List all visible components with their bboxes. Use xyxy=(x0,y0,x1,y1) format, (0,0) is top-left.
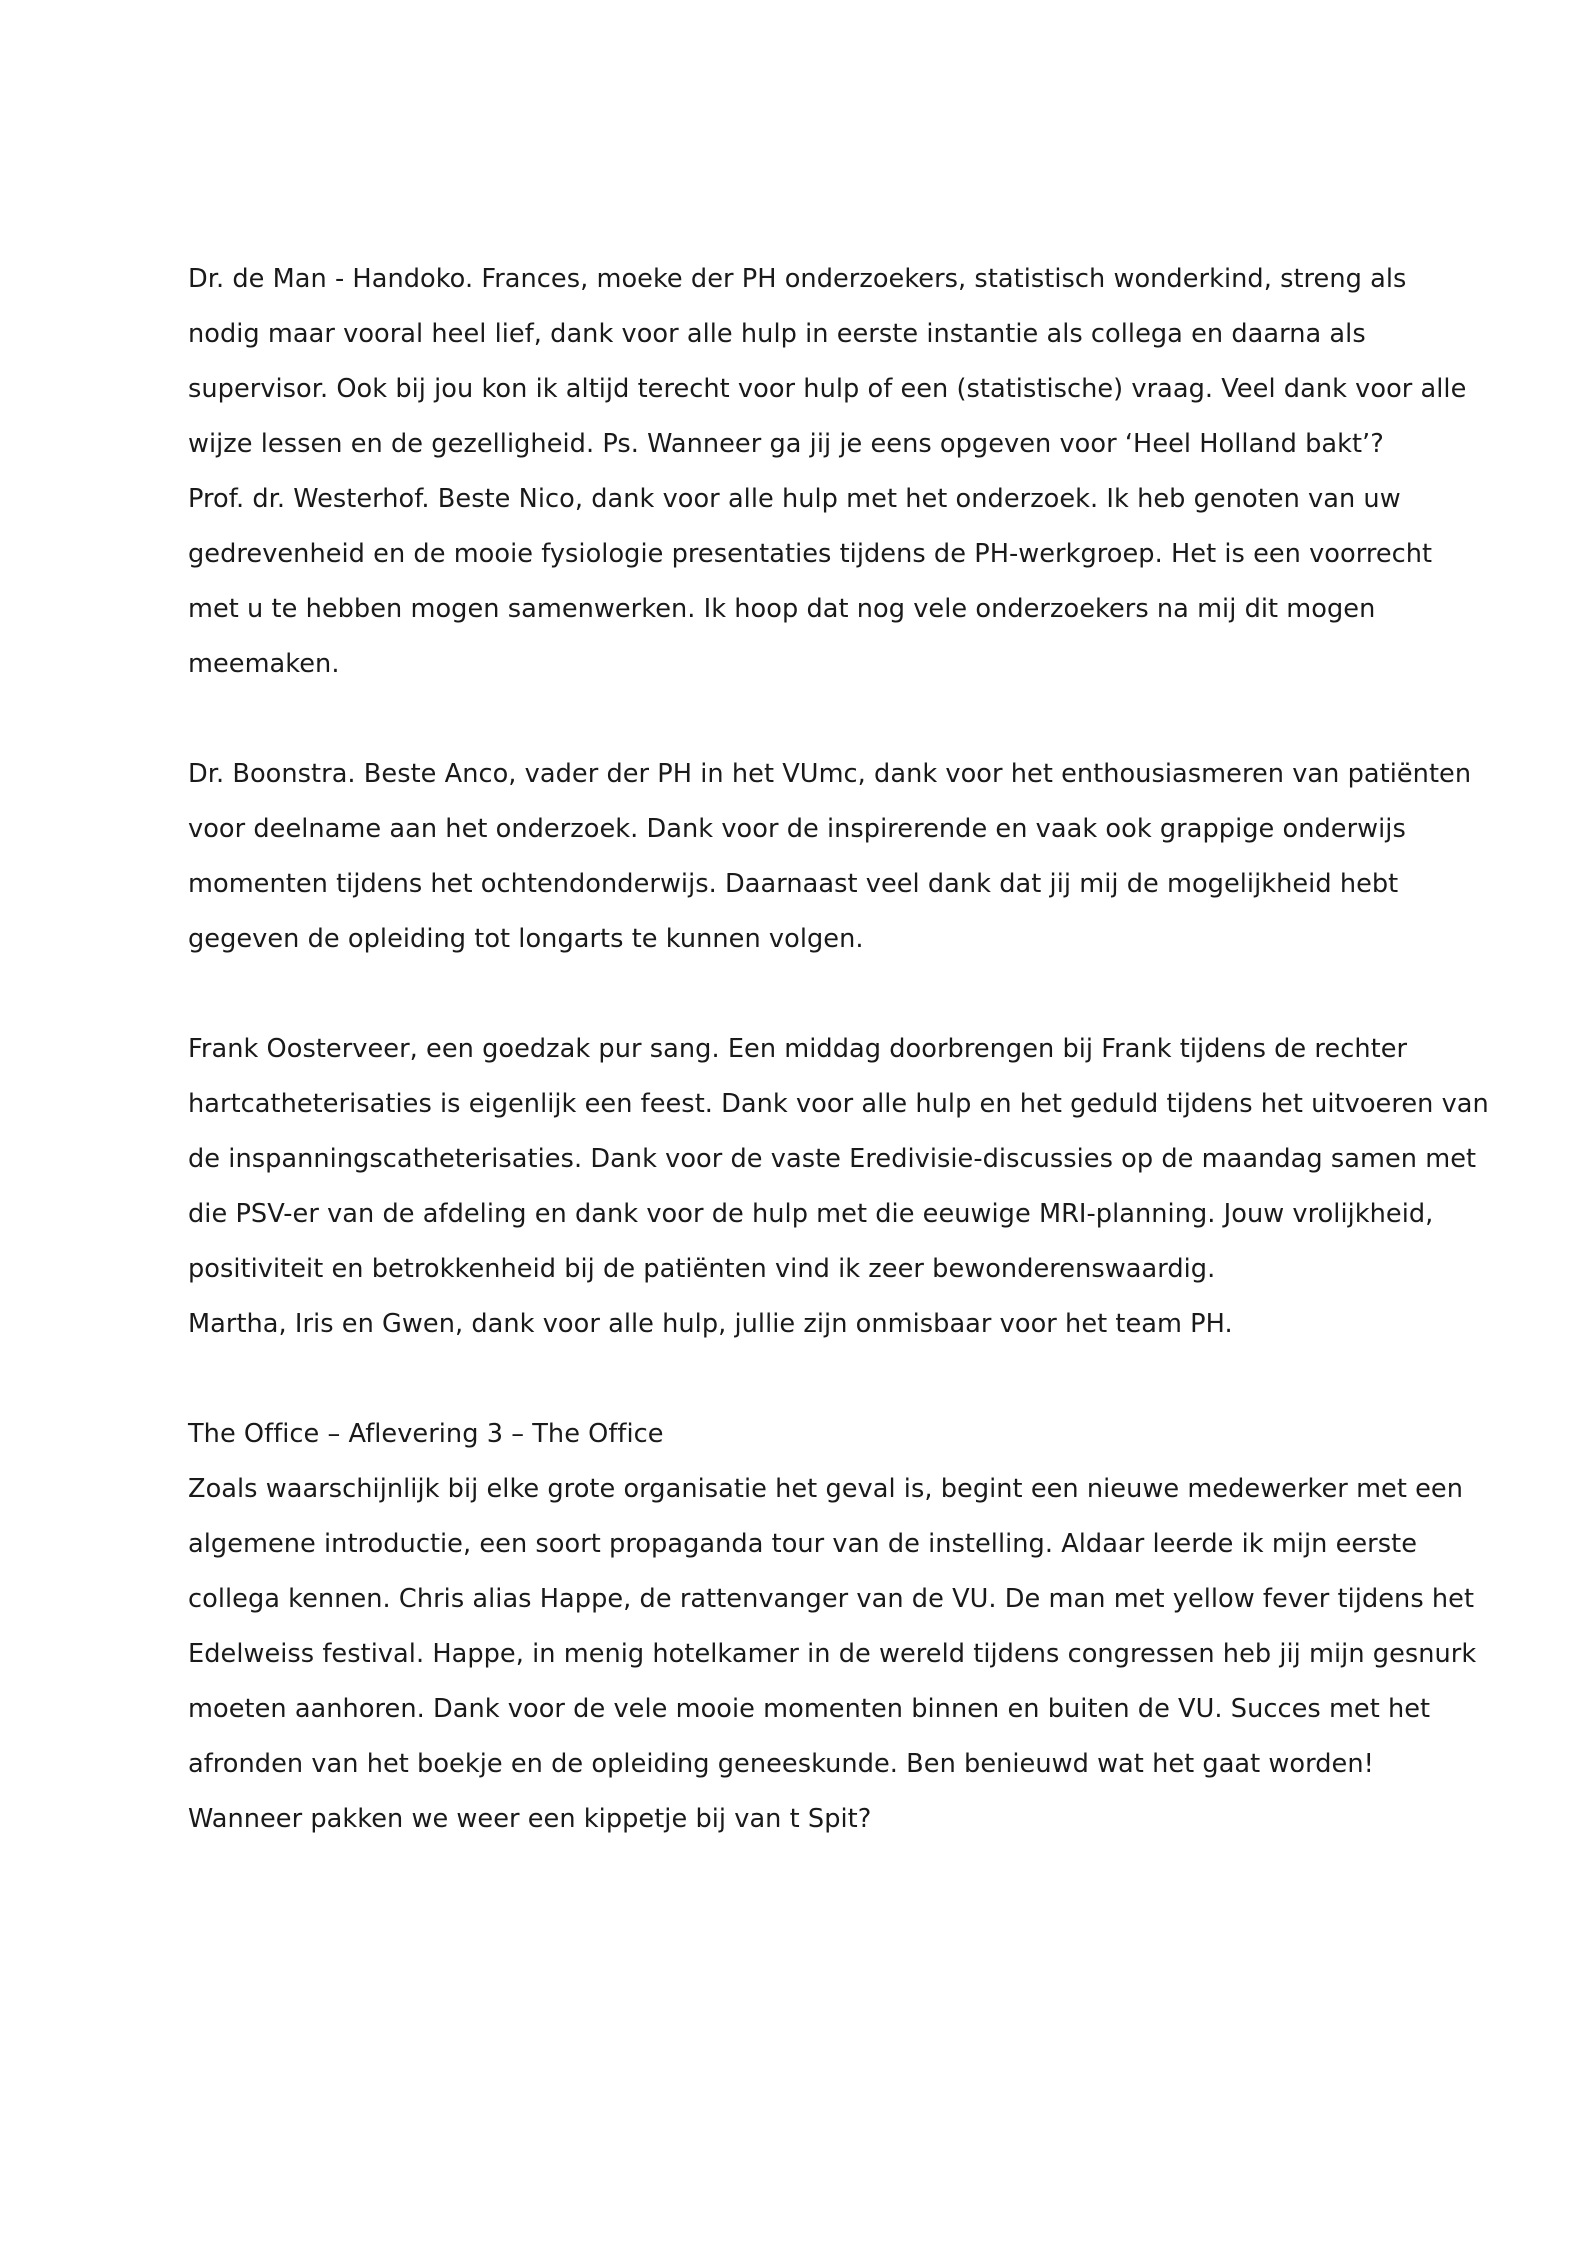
paragraph-gap xyxy=(188,967,1428,1022)
text-line: Zoals waarschijnlijk bij elke grote organisatie het geval is, begint een nieuwe medewerker met een xyxy=(188,1474,1463,1504)
text-line: de inspanningscatheterisaties. Dank voor de vaste Eredivisie-discussies op de maandag samen met xyxy=(188,1144,1477,1174)
text-line: Wanneer pakken we weer een kippetje bij van t Spit? xyxy=(188,1804,872,1834)
text-line: Dr. de Man - Handoko. Frances, moeke der PH onderzoekers, statistisch wonderkind, streng als xyxy=(188,264,1407,294)
text-line: algemene introductie, een soort propaganda tour van de instelling. Aldaar leerde ik mijn eerste xyxy=(188,1529,1418,1559)
paragraph-gap xyxy=(188,1352,1428,1407)
text-line: Dr. Boonstra. Beste Anco, vader der PH in het VUmc, dank voor het enthousiasmeren van patiënten xyxy=(188,759,1472,789)
paragraph-gap xyxy=(188,692,1428,747)
text-line: momenten tijdens het ochtendonderwijs. Daarnaast veel dank dat jij mij de mogelijkheid hebt xyxy=(188,869,1399,899)
text-line: collega kennen. Chris alias Happe, de rattenvanger van de VU. De man met yellow fever tijdens het xyxy=(188,1584,1475,1614)
text-line: positiviteit en betrokkenheid bij de patiënten vind ik zeer bewonderenswaardig. xyxy=(188,1254,1216,1284)
text-line: afronden van het boekje en de opleiding geneeskunde. Ben benieuwd wat het gaat worden! xyxy=(188,1749,1374,1779)
text-line: die PSV-er van de afdeling en dank voor de hulp met die eeuwige MRI-planning. Jouw vrolijkheid, xyxy=(188,1199,1434,1229)
text-line: meemaken. xyxy=(188,649,340,679)
text-line: met u te hebben mogen samenwerken. Ik hoop dat nog vele onderzoekers na mij dit mogen xyxy=(188,594,1376,624)
section-heading: The Office – Aflevering 3 – The Office xyxy=(188,1419,664,1449)
text-line: moeten aanhoren. Dank voor de vele mooie momenten binnen en buiten de VU. Succes met het xyxy=(188,1694,1431,1724)
text-line: wijze lessen en de gezelligheid. Ps. Wanneer ga jij je eens opgeven voor ‘Heel Holland bakt’? xyxy=(188,429,1384,459)
text-line: gedrevenheid en de mooie fysiologie presentaties tijdens de PH-werkgroep. Het is een voorrecht xyxy=(188,539,1433,569)
text-line: voor deelname aan het onderzoek. Dank voor de inspirerende en vaak ook grappige onderwijs xyxy=(188,814,1406,844)
text-line: gegeven de opleiding tot longarts te kunnen volgen. xyxy=(188,924,864,954)
text-line: Frank Oosterveer, een goedzak pur sang. Een middag doorbrengen bij Frank tijdens de rechter xyxy=(188,1034,1408,1064)
text-line: hartcatheterisaties is eigenlijk een feest. Dank voor alle hulp en het geduld tijdens het uitvoeren van xyxy=(188,1089,1489,1119)
text-line: Prof. dr. Westerhof. Beste Nico, dank voor alle hulp met het onderzoek. Ik heb genoten van uw xyxy=(188,484,1401,514)
text-line: supervisor. Ook bij jou kon ik altijd terecht voor hulp of een (statistische) vraag. Veel dank voor alle xyxy=(188,374,1467,404)
text-line: nodig maar vooral heel lief, dank voor alle hulp in eerste instantie als collega en daarna als xyxy=(188,319,1366,349)
acknowledgements-text xyxy=(188,252,1489,1847)
text-line: Edelweiss festival. Happe, in menig hotelkamer in de wereld tijdens congressen heb jij mijn gesnurk xyxy=(188,1639,1477,1669)
text-line: Martha, Iris en Gwen, dank voor alle hulp, jullie zijn onmisbaar voor het team PH. xyxy=(188,1309,1233,1339)
